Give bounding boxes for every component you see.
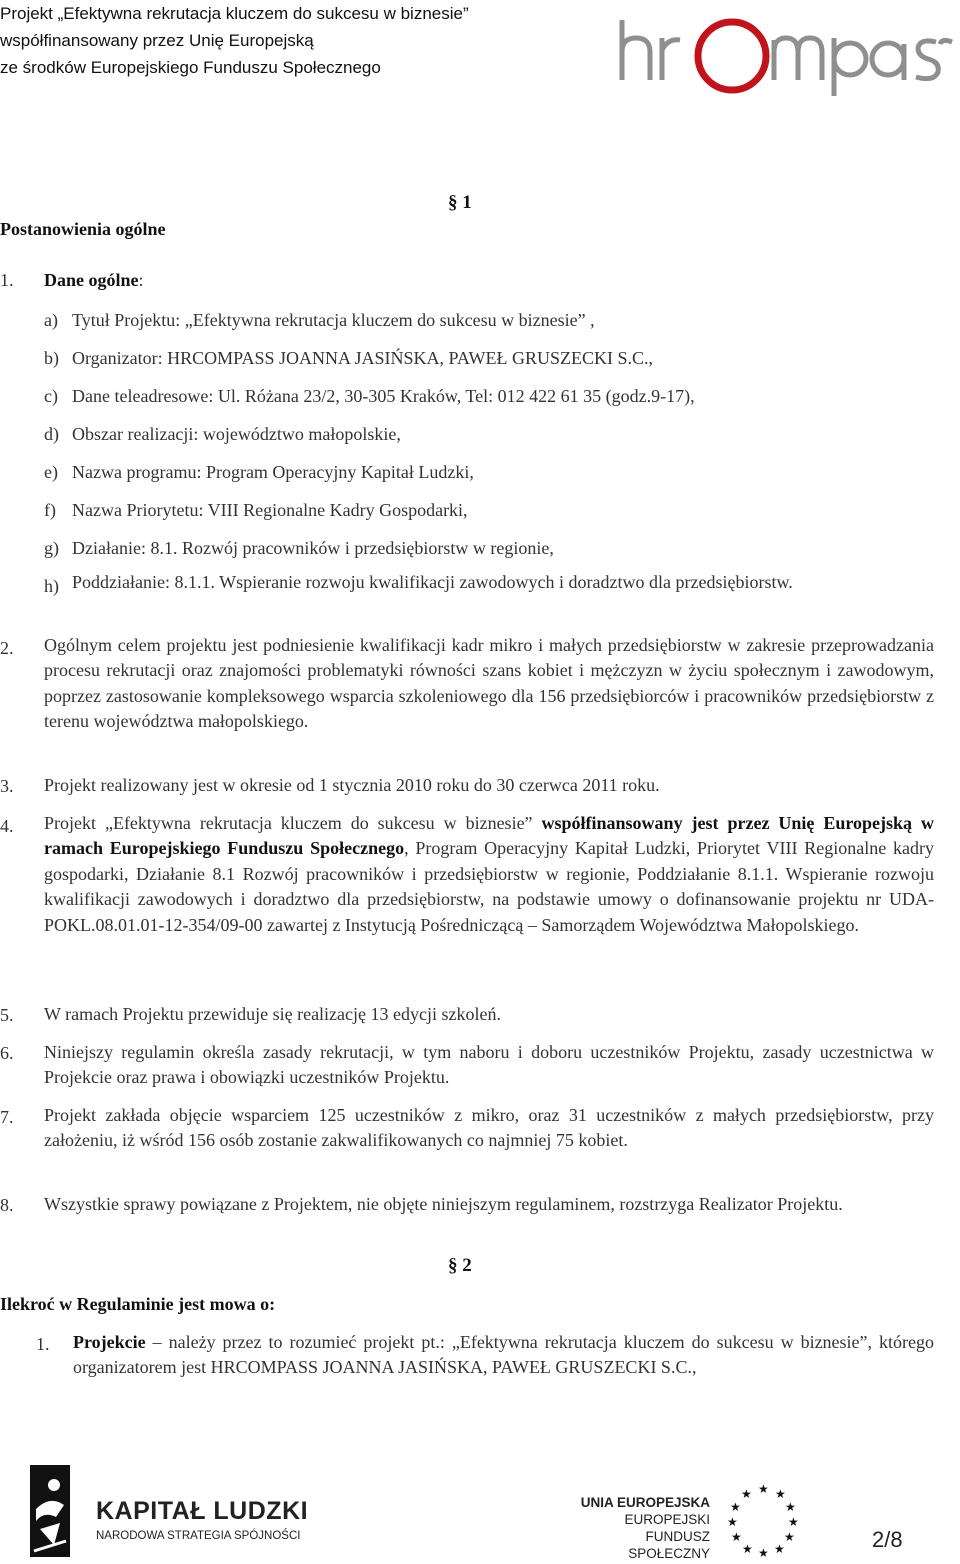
eu-flag-stars-icon <box>722 1480 800 1558</box>
s2-item-1-text <box>73 1330 934 1381</box>
subitem-d-letter: d) <box>44 424 59 444</box>
svg-text:★: ★ <box>758 1482 769 1496</box>
item-6-number: 6. <box>0 1043 14 1063</box>
subitem-f-letter: f) <box>44 500 56 520</box>
item-2-text: Ogólnym celem projektu jest podniesienie kwalifikacji kadr mikro i małych przedsiębiorstw w zakresie przeprowadzania procesu rekrutacji oraz znajomości problematyki równości szans kobiet i mężczyzn w życiu społecznym i zawodowym, poprzez zastosowanie kompleksowego wsparcia szkoleniowego dla 156 przedsiębiorców i pracowników przedsiębiorstw z terenu województwa małopolskiego. <box>44 635 934 732</box>
s2-item-1-content: – należy przez to rozumieć projekt pt.: „Efektywna rekrutacja kluczem do sukcesu w biznesie”, którego organizatorem jest HRCOMPASS JOANNA JASIŃSKA, PAWEŁ GRUSZECKI S.C., <box>73 1332 934 1378</box>
kapital-ludzki-title: KAPITAŁ LUDZKI <box>96 1497 309 1525</box>
header-project-info <box>0 0 469 81</box>
s2-item-1-bold: Projekcie <box>73 1332 146 1352</box>
section-1-symbol: § 1 <box>448 192 472 213</box>
subitem-c-text: Dane teleadresowe: Ul. Różana 23/2, 30-305 Kraków, Tel: 012 422 61 35 (godz.9-17), <box>72 386 695 406</box>
section-1-title: Postanowienia ogólne <box>0 219 166 239</box>
ue-line-3: FUNDUSZ SPOŁECZNY <box>628 1529 710 1561</box>
item-5-number: 5. <box>0 1005 14 1025</box>
item-4-bold: współfinansowany jest przez Unię Europejską w ramach Europejskiego Funduszu Społecznego <box>44 813 935 859</box>
svg-text:★: ★ <box>785 1500 796 1514</box>
svg-text:★: ★ <box>741 1487 752 1501</box>
item-3-number: 3. <box>0 776 14 796</box>
item-4-text <box>44 811 934 938</box>
item-4-number: 4. <box>0 816 14 836</box>
subitem-a-letter: a) <box>44 310 58 330</box>
svg-text:★: ★ <box>784 1530 795 1544</box>
s2-item-1-number: 1. <box>36 1334 50 1354</box>
subitem-f-text: Nazwa Priorytetu: VIII Regionalne Kadry Gospodarki, <box>72 500 468 520</box>
subitem-c-letter: c) <box>44 386 58 406</box>
subitem-e-text: Nazwa programu: Program Operacyjny Kapitał Ludzki, <box>72 462 474 482</box>
header-line-2: współfinansowany przez Unię Europejską <box>0 31 314 50</box>
subitem-h-text <box>72 570 934 595</box>
subitem-b-text: Organizator: HRCOMPASS JOANNA JASIŃSKA, PAWEŁ GRUSZECKI S.C., <box>72 348 653 368</box>
kapital-ludzki-subtitle: NARODOWA STRATEGIA SPÓJNOŚCI <box>96 1530 301 1542</box>
ue-label <box>562 1494 710 1562</box>
section-2-symbol: § 2 <box>448 1255 472 1276</box>
item-3-text: Projekt realizowany jest w okresie od 1 stycznia 2010 roku do 30 czerwca 2011 roku. <box>44 775 660 795</box>
item-7-number: 7. <box>0 1107 14 1127</box>
item-2-number: 2. <box>0 638 14 658</box>
ue-line-2: EUROPEJSKI <box>624 1512 710 1527</box>
item-8-text: Wszystkie sprawy powiązane z Projektem, nie objęte niniejszym regulaminem, rozstrzyga Realizator Projektu. <box>44 1194 843 1214</box>
item-4-post: , Program Operacyjny Kapitał Ludzki, Priorytet VIII Regionalne kadry gospodarki, Działanie 8.1 Rozwój pracowników i przedsiębiorstw w regionie, Poddziałanie 8.1.1. Wspieranie rozwoju kwalifikacji zawodowych i doradztwo dla przedsiębiorstw, na podstawie umowy o dofinansowanie projektu nr UDA-POKL.08.01.01-12-354/09-00 zawartej z Instytucją Pośredniczącą – Samorządem Województwa Małopolskiego. <box>44 838 934 935</box>
header-line-1: Projekt „Efektywna rekrutacja kluczem do sukcesu w biznesie” <box>0 4 469 23</box>
section-2-title: Ilekroć w Regulaminie jest mowa o: <box>0 1294 276 1314</box>
item-4-pre: Projekt „Efektywna rekrutacja kluczem do sukcesu w biznesie” <box>44 813 542 833</box>
item-1-label: Dane ogólne <box>44 270 139 290</box>
hrcompass-logo <box>614 8 954 98</box>
kapital-ludzki-emblem <box>30 1465 70 1557</box>
item-1-colon: : <box>138 270 144 290</box>
item-7-text: Projekt zakłada objęcie wsparciem 125 uczestników z mikro, oraz 31 uczestników z małych przedsiębiorstw, przy założeniu, iż wśród 156 osób zostanie zakwalifikowanych co najmniej 75 kobiet. <box>44 1105 934 1151</box>
subitem-g-letter: g) <box>44 538 59 558</box>
item-1-heading <box>44 268 144 293</box>
item-1-number: 1. <box>0 270 14 290</box>
item-8-number: 8. <box>0 1195 14 1215</box>
subitem-g-text: Działanie: 8.1. Rozwój pracowników i przedsiębiorstw w regionie, <box>72 538 554 558</box>
subitem-a-text: Tytuł Projektu: „Efektywna rekrutacja kluczem do sukcesu w biznesie” , <box>72 310 595 330</box>
item-6-text: Niniejszy regulamin określa zasady rekrutacji, w tym naboru i doboru uczestników Projektu, zasady uczestnictwa w Projekcie oraz prawa i obowiązki uczestników Projektu. <box>44 1042 934 1088</box>
svg-text:★: ★ <box>774 1542 785 1556</box>
subitem-e-letter: e) <box>44 462 58 482</box>
ue-line-1: UNIA EUROPEJSKA <box>580 1495 710 1510</box>
svg-text:★: ★ <box>730 1500 741 1514</box>
subitem-b-letter: b) <box>44 348 59 368</box>
svg-text:★: ★ <box>731 1530 742 1544</box>
page-number: 2/8 <box>872 1527 903 1552</box>
header-line-3: ze środków Europejskiego Funduszu Społecznego <box>0 58 381 77</box>
svg-text:★: ★ <box>775 1487 786 1501</box>
subitem-h-letter: h) <box>44 576 59 596</box>
subitem-d-text: Obszar realizacji: województwo małopolskie, <box>72 424 401 444</box>
svg-text:★: ★ <box>742 1542 753 1556</box>
svg-text:★: ★ <box>788 1515 799 1529</box>
svg-text:★: ★ <box>758 1546 769 1558</box>
svg-text:★: ★ <box>727 1515 738 1529</box>
subitem-h-content: Poddziałanie: 8.1.1. Wspieranie rozwoju kwalifikacji zawodowych i doradztwo dla przedsiębiorstw. <box>72 572 793 592</box>
item-5-text: W ramach Projektu przewiduje się realizację 13 edycji szkoleń. <box>44 1004 501 1024</box>
